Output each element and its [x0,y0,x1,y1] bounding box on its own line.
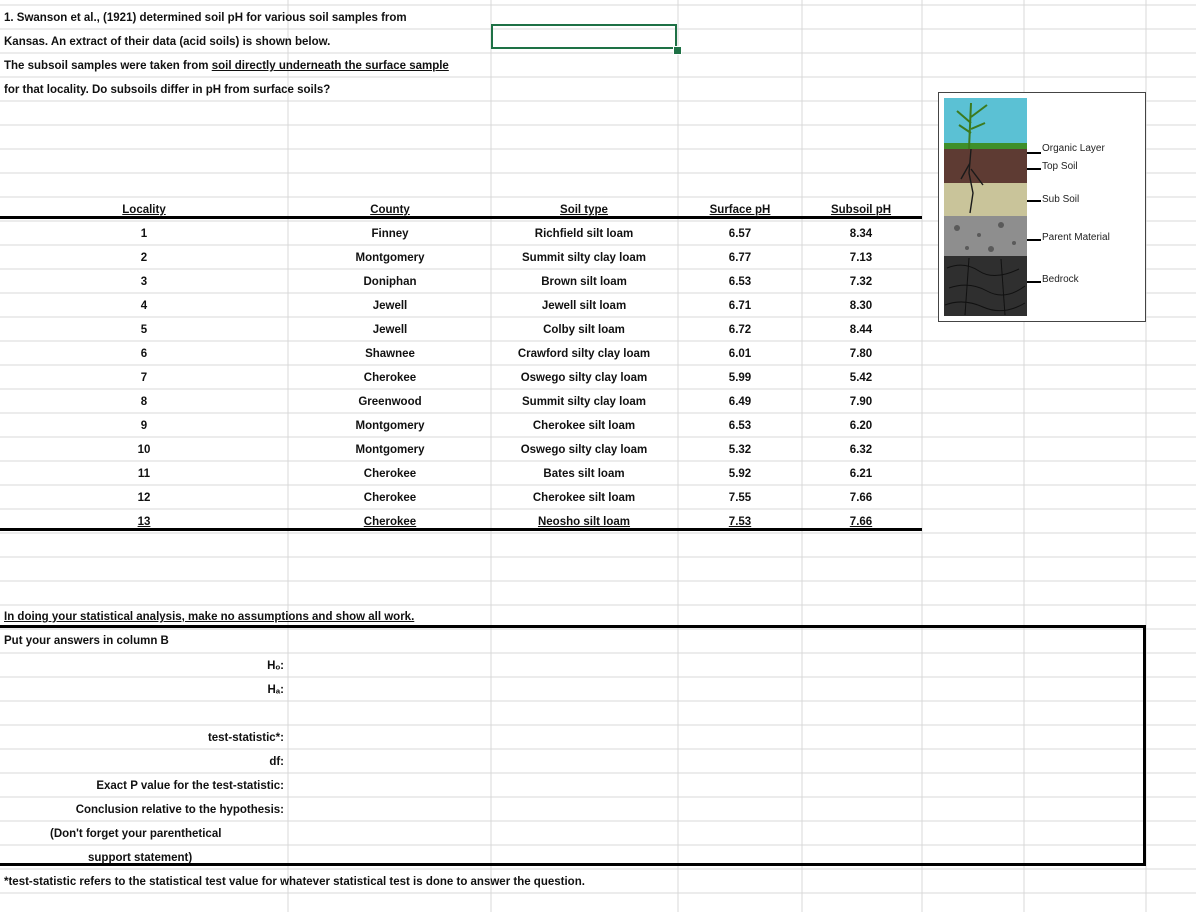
cell-subsoil-ph: 7.66 [849,492,873,504]
label-h0: Hₒ: [267,660,284,672]
cell-subsoil-ph: 5.42 [849,372,873,384]
answer-cell-h0[interactable] [288,652,488,674]
label-df: df: [269,756,284,768]
cell-surface-ph: 5.99 [728,372,752,384]
cell-subsoil-ph: 7.32 [849,276,873,288]
cell-subsoil-ph: 6.20 [849,420,873,432]
cell-surface-ph: 6.77 [728,252,752,264]
cell-locality: 13 [137,516,151,528]
cell-surface-ph: 6.49 [728,396,752,408]
label-p-value: Exact P value for the test-statistic: [96,780,284,792]
cell-subsoil-ph: 7.13 [849,252,873,264]
cell-soil-type: Cherokee silt loam [532,420,636,432]
cell-soil-type: Summit silty clay loam [522,396,646,408]
soil-profile-illustration [939,93,1145,321]
cell-surface-ph: 6.71 [728,300,752,312]
cell-soil-type: Summit silty clay loam [522,252,646,264]
cell-county: Cherokee [363,516,417,528]
cell-soil-type: Oswego silty clay loam [520,372,648,384]
cell-subsoil-ph: 7.80 [849,348,873,360]
intro-line-3: The subsoil samples were taken from soil directly underneath the surface sample [4,60,449,72]
cell-locality: 7 [140,372,148,384]
cell-locality: 10 [137,444,151,456]
cell-locality: 9 [140,420,148,432]
cell-county: Jewell [372,300,408,312]
intro-line-2: Kansas. An extract of their data (acid soils) is shown below. [4,36,331,48]
cell-county: Montgomery [355,444,425,456]
cell-subsoil-ph: 7.66 [849,516,873,528]
cell-surface-ph: 7.53 [728,516,752,528]
cell-county: Jewell [372,324,408,336]
cell-county: Cherokee [363,492,417,504]
label-test-statistic: test-statistic*: [207,732,284,744]
cell-soil-type: Bates silt loam [543,468,625,480]
cell-soil-type: Richfield silt loam [534,228,634,240]
cell-county: Greenwood [358,396,422,408]
answer-cell-p-value[interactable] [288,772,488,794]
label-conclusion: Conclusion relative to the hypothesis: [75,804,284,816]
intro-line-1: 1. Swanson et al., (1921) determined soil pH for various soil samples from [4,12,407,24]
cell-surface-ph: 5.32 [728,444,752,456]
cell-surface-ph: 7.55 [728,492,752,504]
answer-cell-conclusion[interactable] [288,796,488,818]
cell-county: Doniphan [363,276,417,288]
cell-locality: 1 [140,228,148,240]
cell-locality: 8 [140,396,148,408]
cell-county: Cherokee [363,372,417,384]
cell-surface-ph: 6.57 [728,228,752,240]
instructions-line-1: In doing your statistical analysis, make no assumptions and show all work. [4,611,415,623]
cell-locality: 3 [140,276,148,288]
cell-county: Montgomery [355,420,425,432]
cell-subsoil-ph: 8.30 [849,300,873,312]
soil-profile-figure [938,92,1146,322]
cell-county: Cherokee [363,468,417,480]
reminder-line-2: support statement) [88,852,193,864]
cell-soil-type: Cherokee silt loam [532,492,636,504]
cell-surface-ph: 6.72 [728,324,752,336]
intro-line-4: for that locality. Do subsoils differ in pH from surface soils? [4,84,331,96]
label-top-soil: Top Soil [1042,161,1078,172]
cell-locality: 5 [140,324,148,336]
cell-soil-type: Colby silt loam [543,324,625,336]
cell-soil-type: Oswego silty clay loam [520,444,648,456]
header-county: County [370,204,410,216]
fill-handle[interactable] [673,46,682,55]
reminder-line-1: (Don't forget your parenthetical [50,828,222,840]
cell-subsoil-ph: 7.90 [849,396,873,408]
label-sub-soil: Sub Soil [1042,194,1080,205]
cell-subsoil-ph: 6.21 [849,468,873,480]
answer-cell-test-statistic[interactable] [288,724,488,746]
cell-surface-ph: 6.01 [728,348,752,360]
label-parent-material: Parent Material [1042,232,1110,243]
cell-surface-ph: 6.53 [728,276,752,288]
label-organic-layer: Organic Layer [1042,143,1105,154]
table-top-rule [0,216,922,219]
selected-cell[interactable] [491,24,677,49]
cell-county: Shawnee [365,348,415,360]
table-bottom-rule [0,528,922,531]
header-surface-ph: Surface pH [709,204,771,216]
header-subsoil-ph: Subsoil pH [830,204,892,216]
cell-locality: 12 [137,492,151,504]
answer-cell-df[interactable] [288,748,488,770]
cell-soil-type: Brown silt loam [541,276,627,288]
cell-locality: 6 [140,348,148,360]
cell-soil-type: Neosho silt loam [537,516,631,528]
cell-locality: 2 [140,252,148,264]
cell-subsoil-ph: 8.34 [849,228,873,240]
cell-subsoil-ph: 6.32 [849,444,873,456]
cell-county: Finney [371,228,409,240]
instructions-line-2: Put your answers in column B [4,635,169,647]
cell-subsoil-ph: 8.44 [849,324,873,336]
label-ha: Hₐ: [267,684,284,696]
cell-county: Montgomery [355,252,425,264]
cell-locality: 4 [140,300,148,312]
header-locality: Locality [122,204,166,216]
cell-locality: 11 [137,468,151,480]
cell-surface-ph: 6.53 [728,420,752,432]
cell-soil-type: Crawford silty clay loam [517,348,651,360]
answer-cell-ha[interactable] [288,676,488,698]
cell-surface-ph: 5.92 [728,468,752,480]
footnote: *test-statistic refers to the statistical test value for whatever statistical test is done to answer the question. [4,876,585,888]
header-soil-type: Soil type [560,204,608,216]
cell-soil-type: Jewell silt loam [541,300,627,312]
label-bedrock: Bedrock [1042,274,1079,285]
